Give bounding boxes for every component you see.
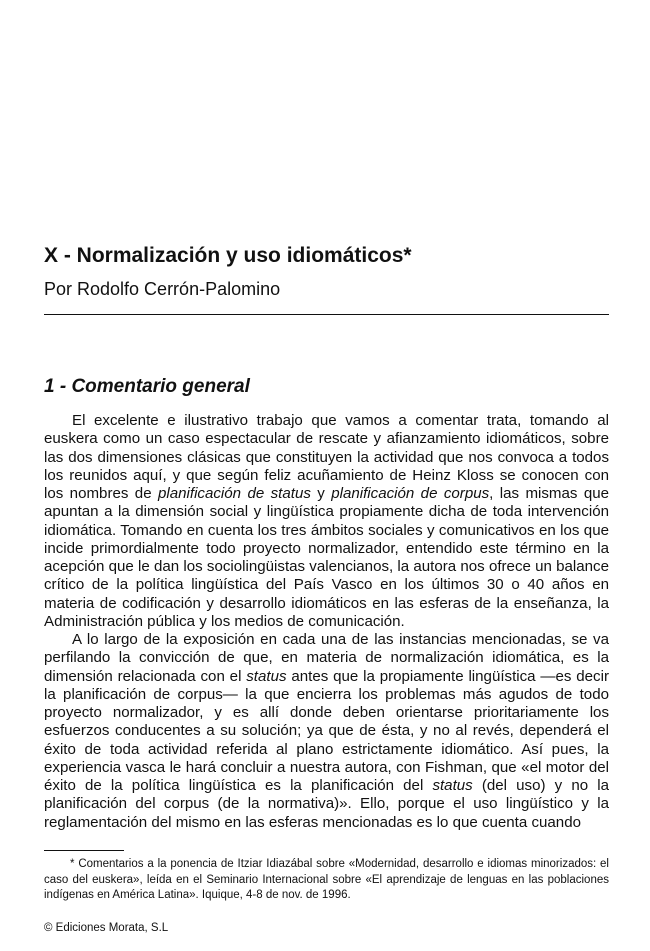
section-heading: 1 - Comentario general: [44, 376, 250, 397]
paragraph-1-italic-2: planificación de corpus: [331, 485, 490, 502]
paragraph-1-text-c: , las mismas que apuntan a la dimensión social y lingüística propiamente dicha de toda intervención idiomática. Tomando en cuenta los tres ámbitos sociales y comunicativos en los que incide primordialmente todo proyecto normalizador, entendido este término en la acepción que le dan los sociolingüistas valencianos, la autora nos ofrece un balance crítico de la política lingüística del País Vasco en los últimos 30 o 40 años en materia de codificación y desarrollo idiomáticos en las esferas de la enseñanza, la Administración pública y los medios de comunicación.: [44, 485, 610, 630]
paragraph-2-italic-2: status: [432, 777, 473, 794]
paragraph-1: [44, 412, 609, 631]
copyright-notice: © Ediciones Morata, S.L: [44, 922, 169, 934]
body-text: [44, 412, 609, 832]
title-divider: [44, 314, 609, 315]
paragraph-1-text-a: El excelente e ilustrativo trabajo que vamos a comentar trata, tomando al euskera como un caso espectacular de rescate y afianzamiento idiomáticos, sobre las dos dimensiones clásicas que constituyen la actividad que nos convoca a todos los reunidos aquí, y que según feliz acuñamiento de Heinz Kloss se conocen con los nombres de: [44, 412, 609, 502]
paragraph-2-italic-1: status: [246, 667, 287, 685]
footnote-divider: [44, 850, 124, 851]
footnote: * Comentarios a la ponencia de Itziar Idiazábal sobre «Modernidad, desarrollo e idiomas minorizados: el caso del euskera», leída en el Seminario Internacional sobre «El aprendizaje de lenguas en las poblaciones indígenas en América Latina». Iquique, 4-8 de nov. de 1996.: [44, 858, 609, 901]
paragraph-1-italic-1: planificación de status: [157, 485, 311, 502]
paragraph-2: [44, 631, 609, 832]
paragraph-1-text-b: y: [310, 485, 332, 502]
chapter-author: Por Rodolfo Cerrón-Palomino: [44, 279, 281, 299]
paragraph-2-text-b: antes que la propiamente lingüística —es decir la planificación de corpus— la que encierra los problemas más agudos de todo proyecto normalizador, y es allí donde deben orientarse prioritariamente los esfuerzos conducentes a su solución; ya que de ésta, y no al revés, dependerá el éxito de toda actividad referida al plano estrictamente idiomático. Así pues, la experiencia vasca le hará concluir a nuestra autora, con Fishman, que «el motor del éxito de la política lingüística es la planificación del: [44, 667, 609, 794]
chapter-title: X - Normalización y uso idiomáticos*: [44, 244, 412, 267]
paragraph-2-text-a: A lo largo de la exposición en cada una de las instancias mencionadas, se va perfilando la convicción de que, en materia de normalización idiomática, es la dimensión relacionada con el: [44, 631, 609, 685]
paragraph-2-text-c: (del uso) y no la planificación del corpus (de la normativa)». Ello, porque el uso lingüístico y la reglamentación del mismo en las esferas mencionadas es lo que cuenta cuando: [44, 777, 609, 831]
